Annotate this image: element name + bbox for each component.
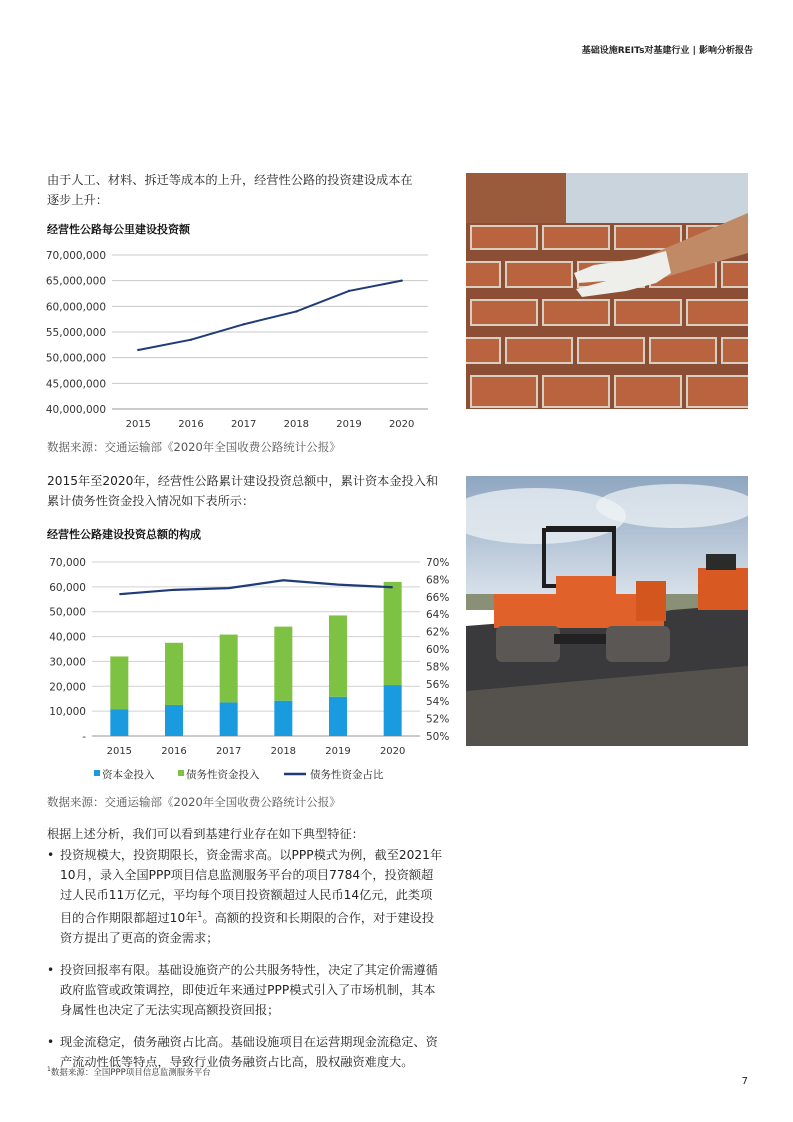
brick [466, 262, 500, 287]
data-point [400, 279, 402, 281]
series-line [138, 281, 401, 350]
x-tick-label: 2020 [379, 746, 406, 757]
y-tick-label: 65,000,000 [45, 275, 106, 288]
line-chart-cost-per-km [40, 243, 440, 438]
y-tick-label: 55,000,000 [45, 327, 106, 339]
legend-swatch [94, 770, 100, 776]
footnote-marker: 1 [47, 1066, 51, 1074]
bar-debt [165, 643, 183, 705]
bar-equity [165, 705, 183, 736]
intro-paragraph: 由于人工、材料、拆迁等成本的上升，经营性公路的投资建设成本在逐步上升： [47, 173, 413, 207]
legend-label: 债务性资金投入 [186, 769, 260, 781]
data-point [295, 310, 297, 312]
x-tick-label: 2018 [270, 746, 297, 757]
bar-equity [384, 685, 402, 736]
feature-item-2 [47, 960, 443, 1020]
report-header: 基础设施REITs对基建行业 | 影响分析报告 [581, 46, 753, 56]
x-tick-label: 2016 [161, 746, 187, 757]
y-left-tick-label: 50,000 [49, 606, 86, 619]
y-left-tick-label: 70,000 [49, 557, 86, 569]
y-right-tick-label: 50% [426, 731, 450, 743]
bar-equity [110, 709, 128, 736]
footnote-ref: 1 [197, 910, 203, 919]
y-right-tick-label: 62% [426, 626, 450, 639]
data-point [242, 323, 244, 325]
x-tick-label: 2015 [106, 746, 133, 757]
y-right-tick-label: 70% [426, 557, 450, 569]
brick [615, 300, 681, 325]
data-point [190, 339, 192, 341]
brick [615, 226, 681, 249]
x-tick-label: 2017 [215, 746, 242, 757]
feature-text: 现金流稳定，债务融资占比高。基础设施项目在运营期现金流稳定、资产流动性低等特点，导致行业债务融资占比高，股权融资难度大。 [60, 1035, 438, 1070]
brick [471, 300, 537, 325]
y-right-tick-label: 58% [426, 661, 450, 674]
bricklaying-photo [466, 173, 748, 409]
y-right-tick-label: 64% [426, 609, 450, 622]
chart1-source: 数据来源：交通运输部《2020年全国收费公路统计公报》 [47, 440, 341, 454]
front-drum [496, 626, 560, 662]
brick [543, 300, 609, 325]
brick [506, 262, 572, 287]
y-tick-label: 50,000,000 [45, 352, 106, 365]
brick [722, 262, 748, 287]
y-tick-label: 40,000,000 [45, 404, 106, 416]
bar-equity [220, 702, 238, 736]
feature-text: 投资规模大，投资期限长，资金需求高。以PPP模式为例，截至2021年10月，录入全国PPP项目信息监测服务平台的项目7784个，投资额超过人民币11万亿元，平均每个项目投资额超过人民币14亿元，此类项目的合作期限都超过10年 [60, 848, 443, 926]
y-left-tick-label: 30,000 [49, 656, 86, 669]
legend-label: 债务性资金占比 [310, 769, 384, 781]
y-right-tick-label: 68% [426, 574, 450, 587]
y-tick-label: 70,000,000 [45, 250, 106, 262]
brick [543, 376, 609, 407]
chart2-title: 经营性公路建设投资总额的构成 [47, 528, 201, 541]
brick [578, 338, 644, 363]
brick [722, 338, 748, 363]
brick [506, 338, 572, 363]
y-tick-label: 45,000,000 [45, 378, 106, 391]
bar-debt [110, 656, 128, 709]
y-right-tick-label: 54% [426, 696, 450, 709]
bar-debt [274, 627, 292, 701]
chart2-source: 数据来源：交通运输部《2020年全国收费公路统计公报》 [47, 795, 341, 809]
brick [471, 376, 537, 407]
bar-debt [329, 615, 347, 696]
bar-equity [274, 701, 292, 736]
data-point [137, 349, 139, 351]
bar-debt [220, 635, 238, 703]
paver [698, 568, 748, 610]
y-left-tick-label: 40,000 [49, 631, 86, 644]
analysis-intro: 根据上述分析，我们可以看到基建行业存在如下典型特征： [47, 827, 364, 841]
y-right-tick-label: 60% [426, 644, 450, 656]
brick [471, 226, 537, 249]
feature-text: 投资回报率有限。基础设施资产的公共服务特性，决定了其定价需遵循政府监管或政策调控，即使近年来通过PPP模式引入了市场机制，其本身属性也决定了无法实现高额投资回报； [60, 963, 438, 1018]
chart1-title: 经营性公路每公里建设投资额 [47, 223, 190, 236]
x-tick-label: 2018 [283, 419, 310, 430]
brick [543, 226, 609, 249]
mid-paragraph: 2015年至2020年，经营性公路累计建设投资总额中，累计资本金投入和累计债务性资金投入情况如下表所示： [47, 474, 439, 508]
x-tick-label: 2016 [178, 419, 204, 430]
x-tick-label: 2020 [388, 419, 415, 430]
page-number: 7 [741, 1076, 748, 1087]
y-left-tick-label: 10,000 [49, 706, 86, 719]
brick [615, 376, 681, 407]
stacked-bar-chart-investment [40, 550, 460, 792]
legend-swatch [178, 770, 184, 776]
rear-drum [606, 626, 670, 662]
bar-debt [384, 582, 402, 685]
data-point [348, 290, 350, 292]
y-right-tick-label: 52% [426, 713, 450, 726]
feature-text-cont: 。高额的投资和长期限的合作，对于建设投资方提出了更高的资金需求； [60, 911, 435, 946]
y-right-tick-label: 66% [426, 591, 450, 604]
y-right-tick-label: 56% [426, 678, 450, 691]
brick [466, 338, 500, 363]
y-left-tick-label: - [82, 731, 86, 743]
feature-item-1 [47, 845, 443, 948]
brick [687, 376, 748, 407]
x-tick-label: 2019 [325, 746, 351, 757]
road-roller-photo [466, 476, 748, 746]
brick [687, 300, 748, 325]
feature-list [47, 845, 443, 1084]
x-tick-label: 2019 [336, 419, 362, 430]
bar-equity [329, 697, 347, 736]
sky-area [566, 173, 748, 223]
y-left-tick-label: 60,000 [49, 581, 86, 594]
footnote-text: 数据来源：全国PPP项目信息监测服务平台 [50, 1068, 211, 1078]
x-tick-label: 2015 [125, 419, 152, 430]
footnote [47, 1066, 211, 1078]
legend-label: 资本金投入 [102, 769, 155, 781]
x-tick-label: 2017 [230, 419, 257, 430]
y-left-tick-label: 20,000 [49, 681, 86, 694]
y-tick-label: 60,000,000 [45, 301, 106, 314]
brick [650, 338, 716, 363]
